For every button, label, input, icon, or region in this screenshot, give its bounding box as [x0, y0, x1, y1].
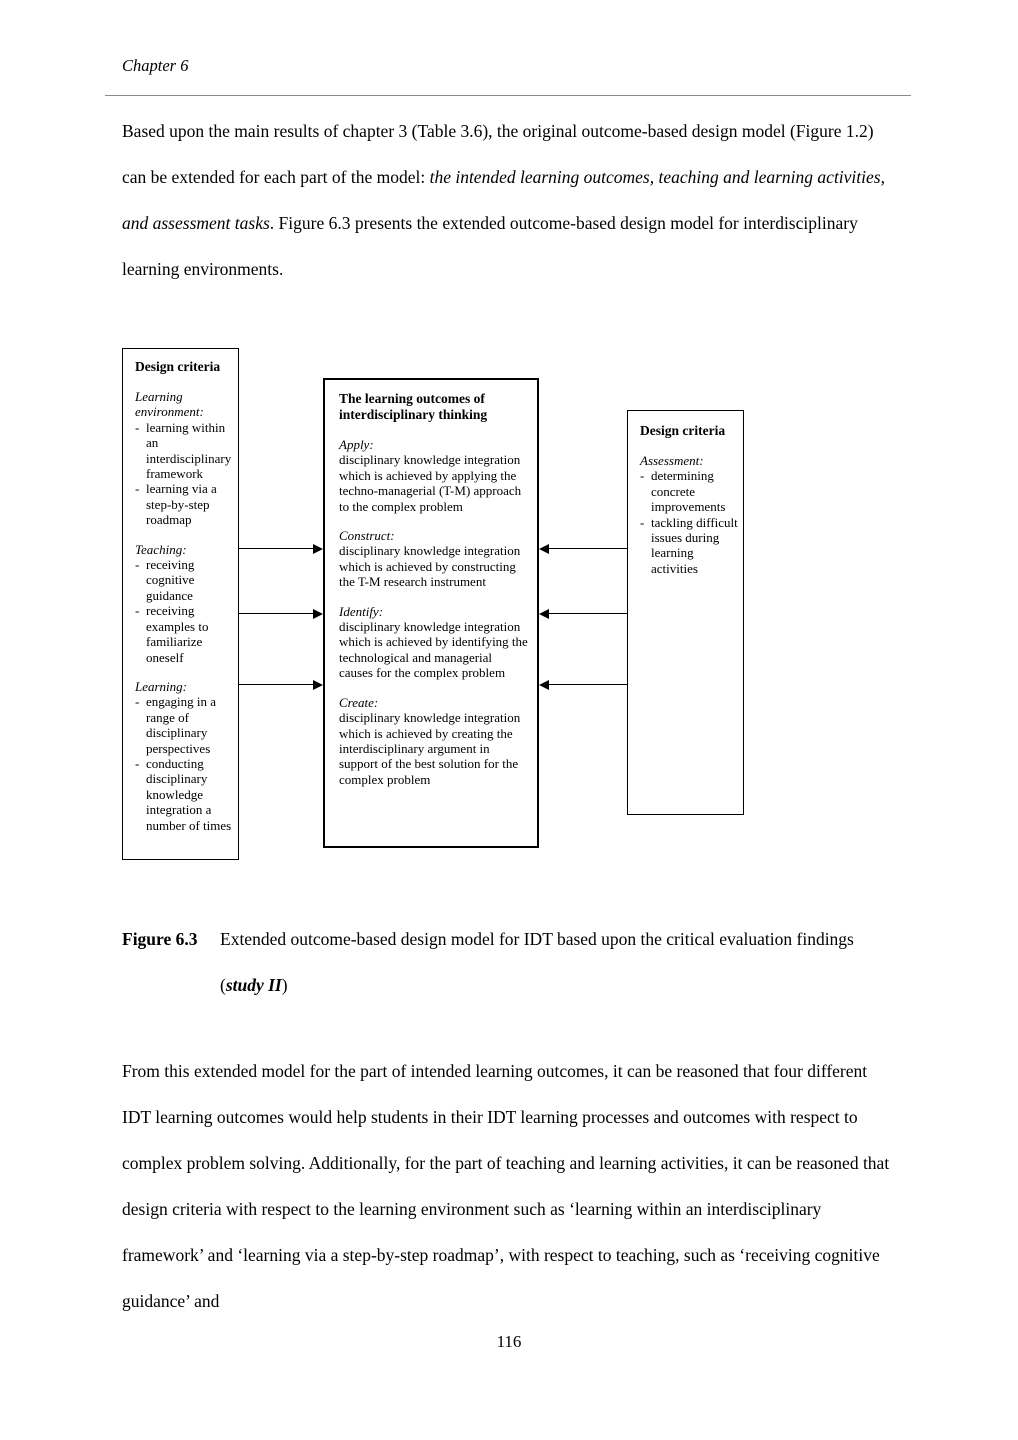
learning-outcomes-box — [323, 378, 539, 848]
intro-paragraph — [122, 108, 898, 292]
arrow-left-icon — [549, 613, 627, 614]
left-box-section-learning — [135, 679, 234, 833]
caption-segment: ) — [281, 975, 288, 995]
list-item — [640, 468, 739, 514]
left-box-section-teaching — [135, 542, 234, 665]
left-box-title: Design criteria — [135, 359, 221, 374]
bullet-dash: - — [135, 755, 140, 771]
list-item — [640, 515, 739, 577]
section-label: Learning environment: — [135, 389, 204, 420]
list-item — [135, 557, 234, 603]
middle-box-title: The learning outcomes of interdisciplinary thinking — [339, 391, 488, 422]
arrow-left-icon — [549, 684, 627, 685]
outcome-construct — [339, 528, 529, 590]
bullet-text: learning within an interdisciplinary framework — [146, 419, 232, 482]
section-label: Assessment: — [640, 453, 704, 468]
bullet-dash: - — [640, 514, 645, 530]
section-text: disciplinary knowledge integration which is achieved by identifying the technological and managerial causes for the complex problem — [339, 619, 528, 681]
intro-paragraph-italic-segment: the intended learning outcomes, teaching and learning activities, and assessment tasks — [122, 167, 885, 233]
design-criteria-left-box — [122, 348, 239, 860]
section-label: Construct: — [339, 528, 395, 544]
closing-paragraph: From this extended model for the part of intended learning outcomes, it can be reasoned that four different IDT learning outcomes would help students in their IDT learning processes and outcomes with respect to complex problem solving. Additionally, for the part of teaching and learning activities, it can be reasoned that design criteria with respect to the learning environment such as ‘learning within an interdisciplinary framework’ and ‘learning via a step-by-step roadmap’, with respect to teaching, such as ‘receiving cognitive guidance’ and — [122, 1061, 890, 1311]
outcome-identify — [339, 604, 529, 681]
bullet-text: tackling difficult issues during learning activities — [651, 514, 738, 576]
bullet-dash: - — [135, 603, 140, 619]
bullet-dash: - — [640, 468, 645, 484]
bullet-dash: - — [135, 557, 140, 573]
section-label: Identify: — [339, 603, 384, 619]
arrow-left-icon — [549, 548, 627, 549]
figure-6-3-diagram — [122, 340, 898, 872]
section-label: Create: — [339, 694, 379, 710]
figure-caption — [122, 916, 898, 1008]
intro-paragraph-segment: . Figure 6.3 presents the extended outcome-based design model for interdisciplinary learning environments. — [122, 213, 858, 279]
arrow-right-icon — [239, 684, 313, 685]
list-item — [135, 603, 234, 665]
figure-caption-label: Figure 6.3 — [122, 929, 198, 949]
list-item — [135, 481, 234, 527]
section-text: disciplinary knowledge integration which is achieved by constructing the T-M research instrument — [339, 543, 521, 590]
section-label: Learning: — [135, 678, 187, 694]
intro-paragraph-segment: Based upon the main results of chapter 3 (Table 3.6), the original outcome-based design model (Figure 1.2) can be extended for each part of the model: — [122, 121, 874, 187]
bullet-dash: - — [135, 694, 140, 710]
section-label: Teaching: — [135, 541, 187, 557]
list-item — [135, 694, 234, 756]
section-text: disciplinary knowledge integration which is achieved by creating the interdisciplinary argument in support of the best solution for the complex problem — [339, 710, 521, 787]
left-box-section-learning-environment — [135, 389, 234, 528]
design-criteria-right-box — [627, 410, 744, 815]
caption-segment: Extended outcome-based design model for IDT based upon the critical evaluation findings ( — [220, 929, 854, 995]
section-label: Apply: — [339, 437, 374, 452]
chapter-header: Chapter 6 — [122, 56, 189, 75]
bullet-text: determining concrete improvements — [651, 468, 726, 515]
list-item — [135, 756, 234, 833]
bullet-dash: - — [135, 481, 140, 497]
figure-caption-text — [220, 916, 898, 1008]
caption-study-label: study II — [225, 975, 282, 995]
bullet-text: engaging in a range of disciplinary perspectives — [146, 694, 217, 756]
right-box-section-assessment — [640, 453, 739, 576]
bullet-text: learning via a step-by-step roadmap — [146, 481, 217, 528]
header-rule — [105, 95, 911, 96]
bullet-dash: - — [135, 419, 140, 435]
page-number: 116 — [496, 1332, 522, 1351]
outcome-create — [339, 695, 529, 787]
right-box-title: Design criteria — [640, 423, 726, 438]
arrow-right-icon — [239, 548, 313, 549]
outcome-apply — [339, 437, 529, 514]
list-item — [135, 420, 234, 482]
section-text: disciplinary knowledge integration which is achieved by applying the techno-managerial (T-M) approach to the complex problem — [339, 452, 522, 514]
arrow-right-icon — [239, 613, 313, 614]
bullet-text: receiving cognitive guidance — [146, 557, 195, 603]
bullet-text: conducting disciplinary knowledge integration a number of times — [146, 755, 232, 833]
bullet-text: receiving examples to familiarize oneself — [146, 603, 209, 665]
